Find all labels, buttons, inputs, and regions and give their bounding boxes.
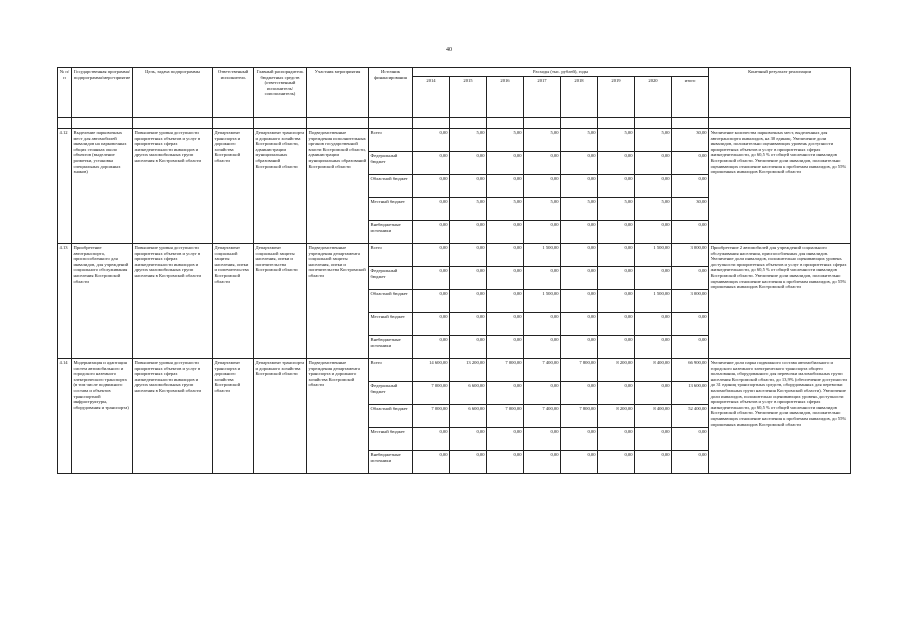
expense-value: 0,00 xyxy=(524,336,561,359)
expense-value: 0,00 xyxy=(487,267,524,290)
row-number: 4.14 xyxy=(58,359,72,474)
expense-value: 0,00 xyxy=(524,221,561,244)
expense-value: 0,00 xyxy=(598,244,635,267)
expense-value: 8 200,00 xyxy=(598,359,635,382)
expense-value: 5,00 xyxy=(635,129,672,152)
expense-value: 1 500,00 xyxy=(524,244,561,267)
funding-source: Внебюджетные источники xyxy=(369,221,413,244)
expense-value: 0,00 xyxy=(561,428,598,451)
program-name: Модернизация и адаптация систем автомобильного и городского наземного электрического транспорта (в том числе подвижного состава и объектов транспортной инфраструктуры, оборудования и транспорта) xyxy=(72,359,133,474)
header-year-total: итого xyxy=(672,77,709,118)
expense-value: 0,00 xyxy=(413,152,450,175)
funding-source: Внебюджетные источники xyxy=(369,336,413,359)
expense-value: 0,00 xyxy=(450,244,487,267)
funding-source: Местный бюджет xyxy=(369,313,413,336)
expense-value: 0,00 xyxy=(450,221,487,244)
expense-value: 66 900,00 xyxy=(672,359,709,382)
expense-value: 0,00 xyxy=(413,267,450,290)
expense-value: 0,00 xyxy=(635,267,672,290)
expense-value: 0,00 xyxy=(524,382,561,405)
budget-table xyxy=(57,67,851,474)
expense-value: 0,00 xyxy=(635,382,672,405)
expense-value: 0,00 xyxy=(413,290,450,313)
expense-value: 0,00 xyxy=(598,428,635,451)
expense-value: 0,00 xyxy=(487,152,524,175)
expense-value: 0,00 xyxy=(524,428,561,451)
expense-value: 0,00 xyxy=(672,313,709,336)
expense-value: 0,00 xyxy=(487,290,524,313)
expense-value: 52 400,00 xyxy=(672,405,709,428)
expense-value: 0,00 xyxy=(524,152,561,175)
expense-value: 0,00 xyxy=(635,451,672,474)
expense-value: 0,00 xyxy=(635,336,672,359)
funding-source: Федеральный бюджет xyxy=(369,382,413,405)
expense-value: 0,00 xyxy=(561,175,598,198)
expense-value: 7 800,00 xyxy=(561,359,598,382)
expense-value: 6 600,00 xyxy=(450,382,487,405)
expense-value: 1 500,00 xyxy=(635,244,672,267)
funding-source: Федеральный бюджет xyxy=(369,267,413,290)
expense-value: 7 800,00 xyxy=(561,405,598,428)
expense-value: 14 600,00 xyxy=(413,359,450,382)
expense-value: 0,00 xyxy=(413,313,450,336)
expense-value: 0,00 xyxy=(487,244,524,267)
result-text: Приобретение 2 автомобилей для учреждений социального обслуживания населения, приспособленных для инвалидов. Увеличение доли инвалидов, положительно оценивающих уровень доступности приоритетных объектов и услуг в приоритетных сферах жизнедеятельности, до 60,5 % от общей численности инвалидов Костромской области. Увеличение доли инвалидов, положительно оценивающих отношение населения к проблемам инвалидов, до 55% опрошенных инвалидов Костромской области xyxy=(709,244,851,359)
expense-value: 0,00 xyxy=(598,267,635,290)
expense-value: 5,00 xyxy=(561,129,598,152)
expense-value: 0,00 xyxy=(450,451,487,474)
manager-text: Департамент социальной защиты населения, опеки и попечительства Костромской области xyxy=(254,244,307,359)
expense-value: 5,00 xyxy=(487,198,524,221)
expense-value: 0,00 xyxy=(561,244,598,267)
goal-text: Повышение уровня доступности приоритетных объектов и услуг в приоритетных сферах жизнедеятельности инвалидов и других маломобильных групп населения в Костромской области xyxy=(133,359,213,474)
expense-value: 0,00 xyxy=(672,451,709,474)
funding-source: Федеральный бюджет xyxy=(369,152,413,175)
funding-source: Областной бюджет xyxy=(369,405,413,428)
expense-value: 0,00 xyxy=(635,221,672,244)
expense-value: 5,00 xyxy=(450,129,487,152)
program-name: Выделение парковочных мест для автомобилей инвалидов на парковочных общих стоянках около объектов (выделение разметки, установка специальных дорожных знаков) xyxy=(72,129,133,244)
funding-source: Внебюджетные источники xyxy=(369,451,413,474)
expense-value: 0,00 xyxy=(561,221,598,244)
header-result: Конечный результат реализации xyxy=(709,68,851,118)
expense-value: 8 400,00 xyxy=(635,359,672,382)
expense-value: 0,00 xyxy=(598,221,635,244)
goal-text: Повышение уровня доступности приоритетных объектов и услуг в приоритетных сферах жизнедеятельности инвалидов и других маломобильных групп населения в Костромской области xyxy=(133,244,213,359)
expense-value: 0,00 xyxy=(450,152,487,175)
row-number: 4.12 xyxy=(58,129,72,244)
header-expenses: Расходы (тыс. рублей), годы xyxy=(413,68,709,77)
expense-value: 6 600,00 xyxy=(450,405,487,428)
expense-value: 0,00 xyxy=(413,428,450,451)
expense-value: 0,00 xyxy=(450,313,487,336)
expense-value: 0,00 xyxy=(672,152,709,175)
funding-source: Областной бюджет xyxy=(369,175,413,198)
expense-value: 5,00 xyxy=(635,198,672,221)
expense-value: 5,00 xyxy=(598,198,635,221)
expense-value: 0,00 xyxy=(413,129,450,152)
executor-text: Департамент транспорта и дорожного хозяйства Костромской области xyxy=(213,129,254,244)
expense-value: 0,00 xyxy=(635,313,672,336)
funding-source: Всего xyxy=(369,129,413,152)
expense-value: 0,00 xyxy=(413,221,450,244)
manager-text: Департамент транспорта и дорожного хозяйства Костромской области xyxy=(254,359,307,474)
expense-value: 0,00 xyxy=(413,336,450,359)
table-row xyxy=(58,244,851,267)
header-program: Государственная программа/подпрограмма/меро-приятие xyxy=(72,68,133,118)
expense-value: 0,00 xyxy=(450,336,487,359)
expense-value: 5,00 xyxy=(561,198,598,221)
expense-value: 0,00 xyxy=(487,175,524,198)
expense-value: 5,00 xyxy=(487,129,524,152)
manager-text: Департамент транспорта и дорожного хозяйства Костромской области, администрации муниципальных образований Костромской области xyxy=(254,129,307,244)
participants-text: Подведомственные учреждения департамента социальной защиты населения, опеки и попечительства Костромской области xyxy=(307,244,369,359)
expense-value: 0,00 xyxy=(413,175,450,198)
expense-value: 13 600,00 xyxy=(672,382,709,405)
header-manager: Главный распорядитель бюджетных средств (ответственный исполнитель/соисполнитель) xyxy=(254,68,307,118)
expense-value: 0,00 xyxy=(450,428,487,451)
goal-text: Повышение уровня доступности приоритетных объектов и услуг в приоритетных сферах жизнедеятельности инвалидов и других маломобильных групп населения в Костромской области xyxy=(133,129,213,244)
header-no: № п/п xyxy=(58,68,72,118)
expense-value: 7 400,00 xyxy=(524,405,561,428)
expense-value: 3 000,00 xyxy=(672,244,709,267)
expense-value: 7 400,00 xyxy=(524,359,561,382)
expense-value: 0,00 xyxy=(487,221,524,244)
expense-value: 0,00 xyxy=(487,313,524,336)
result-text: Увеличение доли парка подвижного состава автомобильного и городского наземного электрического транспорта общего пользования, оборудованного для перевозки маломобильных групп населения Костромской области, до 13,9% (обеспечение доступности до 31 единиц транспортных средств, оборудованных для перевозки маломобильных групп населения Костромской области). Увеличение доли инвалидов, положительно оценивающих уровень доступности приоритетных объектов и услуг в приоритетных сферах жизнедеятельности, до 60,5 % от общей численности инвалидов Костромской области. Увеличение доли инвалидов, положительно оценивающих отношение населения к проблемам инвалидов, до 55% опрошенных инвалидов Костромской области xyxy=(709,359,851,474)
funding-source: Местный бюджет xyxy=(369,428,413,451)
expense-value: 5,00 xyxy=(450,198,487,221)
expense-value: 7 000,00 xyxy=(487,405,524,428)
expense-value: 0,00 xyxy=(598,152,635,175)
table-row xyxy=(58,129,851,152)
expense-value: 0,00 xyxy=(635,152,672,175)
expense-value: 5,00 xyxy=(524,198,561,221)
header-participants: Участник мероприятия xyxy=(307,68,369,118)
expense-value: 0,00 xyxy=(635,175,672,198)
header-source: Источник финансирования xyxy=(369,68,413,118)
expense-value: 0,00 xyxy=(598,336,635,359)
expense-value: 8 400,00 xyxy=(635,405,672,428)
expense-value: 0,00 xyxy=(635,428,672,451)
expense-value: 7 000,00 xyxy=(413,405,450,428)
header-year: 2020 xyxy=(635,77,672,118)
participants-text: Подведомственные учреждения исполнительных органов государственной власти Костромской области, администрации муниципальных образований Костромской области xyxy=(307,129,369,244)
expense-value: 0,00 xyxy=(524,267,561,290)
header-year: 2017 xyxy=(524,77,561,118)
expense-value: 0,00 xyxy=(672,267,709,290)
expense-value: 30,00 xyxy=(672,129,709,152)
participants-text: Подведомственные учреждения департамента транспорта и дорожного хозяйства Костромской области xyxy=(307,359,369,474)
expense-value: 0,00 xyxy=(598,382,635,405)
table-body xyxy=(58,129,851,474)
expense-value: 0,00 xyxy=(487,428,524,451)
header-year: 2016 xyxy=(487,77,524,118)
expense-value: 1 500,00 xyxy=(524,290,561,313)
expense-value: 0,00 xyxy=(561,313,598,336)
expense-value: 5,00 xyxy=(524,129,561,152)
expense-value: 0,00 xyxy=(487,336,524,359)
executor-text: Департамент социальной защиты населения, опеки и попечительства Костромской области xyxy=(213,244,254,359)
expense-value: 0,00 xyxy=(450,290,487,313)
expense-value: 0,00 xyxy=(561,152,598,175)
expense-value: 0,00 xyxy=(450,175,487,198)
expense-value: 8 200,00 xyxy=(598,405,635,428)
expense-value: 0,00 xyxy=(413,198,450,221)
expense-value: 0,00 xyxy=(413,244,450,267)
header-goal: Цель, задача подпрограммы xyxy=(133,68,213,118)
expense-value: 7 000,00 xyxy=(487,359,524,382)
expense-value: 0,00 xyxy=(561,336,598,359)
expense-value: 0,00 xyxy=(598,290,635,313)
expense-value: 30,00 xyxy=(672,198,709,221)
result-text: Увеличение количества парковочных мест, выделенных для автотранспорта инвалидов, на 30 единиц. Увеличение доли инвалидов, положительно оценивающих уровень доступности приоритетных объектов и услуг в приоритетных сферах жизнедеятельности, до 60,5 % от общей численности инвалидов Костромской области. Увеличение доли инвалидов, положительно оценивающих отношение населения к проблемам инвалидов, до 55% опрошенных инвалидов Костромской области xyxy=(709,129,851,244)
header-executor: Ответственный исполнитель xyxy=(213,68,254,118)
expense-value: 3 000,00 xyxy=(672,290,709,313)
expense-value: 0,00 xyxy=(598,313,635,336)
expense-value: 5,00 xyxy=(598,129,635,152)
expense-value: 0,00 xyxy=(487,451,524,474)
expense-value: 0,00 xyxy=(524,451,561,474)
program-name: Приобретение автотранспорта, приспособленного для инвалидов, для учреждений социального обслуживания населения Костромской области xyxy=(72,244,133,359)
expense-value: 0,00 xyxy=(561,290,598,313)
expense-value: 0,00 xyxy=(672,175,709,198)
header-year: 2019 xyxy=(598,77,635,118)
expense-value: 0,00 xyxy=(413,451,450,474)
table-row xyxy=(58,359,851,382)
executor-text: Департамент транспорта и дорожного хозяйства Костромской области xyxy=(213,359,254,474)
expense-value: 0,00 xyxy=(524,313,561,336)
row-number: 4.13 xyxy=(58,244,72,359)
expense-value: 0,00 xyxy=(487,382,524,405)
expense-value: 0,00 xyxy=(561,382,598,405)
funding-source: Местный бюджет xyxy=(369,198,413,221)
funding-source: Всего xyxy=(369,359,413,382)
header-year: 2018 xyxy=(561,77,598,118)
funding-source: Областной бюджет xyxy=(369,290,413,313)
expense-value: 0,00 xyxy=(672,428,709,451)
expense-value: 1 500,00 xyxy=(635,290,672,313)
header-year: 2015 xyxy=(450,77,487,118)
expense-value: 0,00 xyxy=(598,175,635,198)
funding-source: Всего xyxy=(369,244,413,267)
expense-value: 0,00 xyxy=(672,336,709,359)
page-number: 40 xyxy=(446,47,452,53)
expense-value: 0,00 xyxy=(561,267,598,290)
expense-value: 13 200,00 xyxy=(450,359,487,382)
expense-value: 7 000,00 xyxy=(413,382,450,405)
expense-value: 0,00 xyxy=(598,451,635,474)
expense-value: 0,00 xyxy=(450,267,487,290)
expense-value: 0,00 xyxy=(672,221,709,244)
expense-value: 0,00 xyxy=(524,175,561,198)
header-year: 2014 xyxy=(413,77,450,118)
expense-value: 0,00 xyxy=(561,451,598,474)
